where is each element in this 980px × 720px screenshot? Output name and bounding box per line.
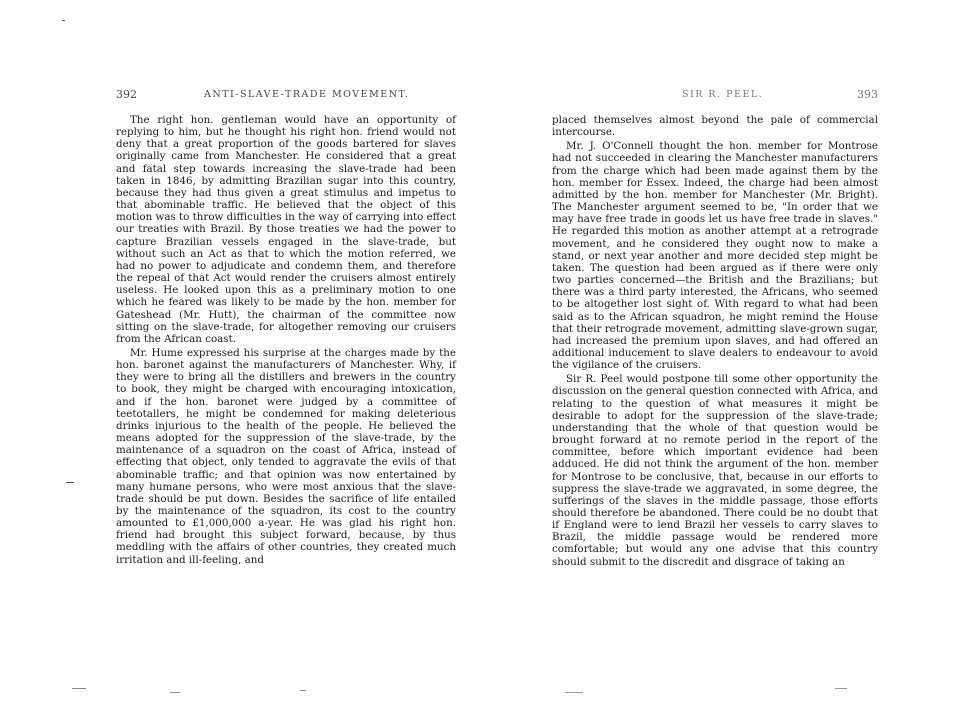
- right-body-text: [552, 114, 878, 568]
- scan-speck: [170, 692, 180, 693]
- paragraph: Sir R. Peel would postpone till some other opportunity the discussion on the general question connected with Africa, and relating to the question of what measures it might be desirable to adopt for the suppression of the slave-trade; understanding that the whole of that question would be brought forward at no remote period in the report of the committee, before which important evidence had been adduced. He did not think the argument of the hon. member for Montrose to be conclusive, that, because in our efforts to suppress the slave-trade we aggravated, in some degree, the sufferings of the slaves in the middle passage, those efforts should therefore be abandoned. There could be no doubt that if England were to lend Brazil her vessels to carry slaves to Brazil, the middle passage would be rendered more comfortable; but would any one advise that this country should submit to the discredit and disgrace of taking an: [552, 373, 878, 568]
- paragraph: placed themselves almost beyond the pale of commercial intercourse.: [552, 114, 878, 139]
- right-running-title: SIR R. PEEL.: [682, 89, 764, 100]
- scan-speck: [300, 690, 306, 691]
- left-body-text: [116, 114, 456, 566]
- paragraph: The right hon. gentleman would have an opportunity of replying to him, but he thought his right hon. friend would not deny that a great proportion of the goods bartered for slaves originally came from Manchester. He considered that a great and fatal step towards increasing the slave-trade had been taken in 1846, by admitting Brazilian sugar into this country, because they had thus given a great stimulus and impetus to that abominable traffic. He believed that the object of this motion was to throw difficulties in the way of carrying into effect our treaties with Brazil. By those treaties we had the power to capture Brazilian vessels engaged in the slave-trade, but without such an Act as that to which the motion referred, we had no power to adjudicate and condemn them, and therefore the repeal of that Act would render the cruisers almost entirely useless. He looked upon this as a preliminary motion to one which he feared was likely to be made by the hon. member for Gateshead (Mr. Hutt), the chairman of the committee now sitting on the slave-trade, for altogether removing our cruisers from the African coast.: [116, 114, 456, 345]
- left-page: [116, 88, 456, 566]
- left-page-number: 392: [116, 88, 137, 101]
- scan-speck: [835, 688, 847, 689]
- left-running-head: [116, 88, 456, 104]
- right-page: [552, 88, 878, 568]
- right-page-number: 393: [857, 88, 878, 101]
- paragraph: Mr. Hume expressed his surprise at the charges made by the hon. baronet against the manufacturers of Manchester. Why, if they were to bring all the distillers and brewers in the country to book, they might be charged with encouraging intoxication, and if the hon. baronet were judged by a committee of teetotallers, he might be condemned for making deleterious drinks injurious to the health of the people. He believed the means adopted for the suppression of the slave-trade, by the maintenance of a squadron on the coast of Africa, instead of effecting that object, only tended to aggravate the evils of that abominable traffic; and that opinion was now entertained by many humane persons, who were most anxious that the slave-trade should be put down. Besides the sacrifice of life entailed by the maintenance of the squadron, its cost to the country amounted to £1,000,000 a-year. He was glad his right hon. friend had brought this subject forward, because, by thus meddling with the affairs of other countries, they created much irritation and ill-feeling, and: [116, 346, 456, 566]
- scan-speck: [72, 688, 86, 689]
- scan-speck: [66, 482, 74, 483]
- scan-speck: [62, 20, 65, 21]
- paragraph: Mr. J. O'Connell thought the hon. member for Montrose had not succeeded in clearing the Manchester manufacturers from the charge which had been made against them by the hon. member for Essex. Indeed, the charge had been almost admitted by the hon. member for Manchester (Mr. Bright). The Manchester argument seemed to be, "In order that we may have free trade in goods let us have free trade in slaves." He regarded this motion as another attempt at a retrograde movement, and he considered they ought now to make a stand, or next year another and more decided step might be taken. The question had been argued as if there were only two parties concerned—the British and the Brazilians; but there was a third party interested, the Africans, who seemed to be altogether lost sight of. With regard to what had been said as to the African squadron, he might remind the House that their retrograde movement, admitting slave-grown sugar, had increased the premium upon slaves, and had offered an additional inducement to slave dealers to endeavour to avoid the vigilance of the cruisers.: [552, 140, 878, 372]
- right-running-head: [552, 88, 878, 104]
- left-running-title: ANTI-SLAVE-TRADE MOVEMENT.: [204, 89, 410, 100]
- scan-speck: [565, 692, 583, 693]
